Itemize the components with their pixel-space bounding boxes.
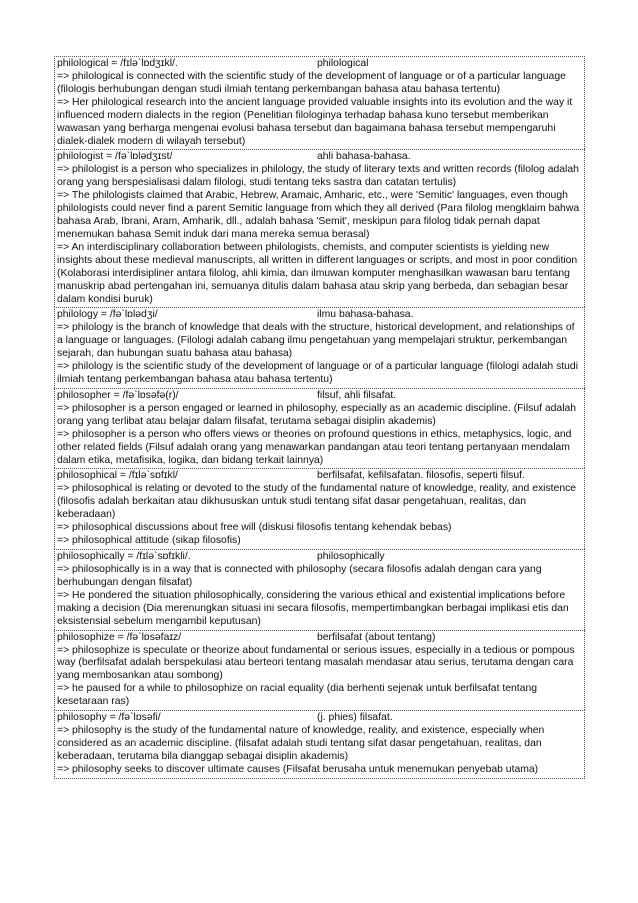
dictionary-entries (54, 56, 585, 779)
entry-headline (57, 390, 582, 403)
dictionary-entry (54, 388, 585, 469)
entry-word: philologist = /fə`lɒlədʒɪst/ (57, 151, 173, 163)
entry-line: => philosopher is a person engaged or learned in philosophy, especially as an academic discipline. (Filsuf adalah orang yang terlibat atau belajar dalam filsafat, terutama sebagai disiplin akademis) (57, 402, 577, 427)
entry-word: philosophical = /fɪlə`sɒfɪkl/ (57, 470, 178, 482)
entry-word: philosophically = /fɪlə`sɒfɪkli/. (57, 551, 191, 562)
entry-word: philosophize = /fə`lɒsəfaɪz/ (57, 631, 182, 643)
dictionary-entry (54, 307, 585, 388)
entry-line: => An interdisciplinary collaboration between philologists, chemists, and computer scientists is yielding new insights about these medieval manuscripts, all written in different languages or scripts, and most in poor condition (Kolaborasi interdisipliner antara filolog, ahli kimia, dan ilmuwan komputer menghasilkan wawasan baru tentang manuskrip abad pertengahan ini, semuanya ditulis dalam bahasa atau skrip yang berbeda, dan sebagian besar dalam kondisi buruk) (57, 241, 578, 305)
entry-meaning: berfilsafat (about tentang) (317, 631, 436, 643)
entry-headline (57, 58, 582, 71)
dictionary-entry (54, 468, 585, 549)
dictionary-entry (54, 56, 585, 149)
entry-line: => The philologists claimed that Arabic, Hebrew, Aramaic, Amharic, etc., were 'Semitic' languages, even though philologists could never find a parent Semitic language from which they all derived (Para filolog mengklaim bahwa bahasa Arab, Ibrani, Aram, Amharik, dll., adalah bahasa 'Semit', meskipun para filolog tidak pernah dapat menemukan bahasa Semit induk dari mana mereka semua berasal) (57, 190, 580, 240)
entry-headline (57, 712, 582, 725)
entry-meaning: philological (317, 58, 369, 69)
entry-line: => philosophically is in a way that is connected with philosophy (secara filosofis adalah dengan cara yang berhubungan dengan filsafat) (57, 564, 542, 588)
dictionary-entry (54, 549, 585, 630)
entry-meaning: ilmu bahasa-bahasa. (317, 309, 414, 321)
dictionary-entry (54, 149, 585, 307)
entry-line: => philosophy is the study of the fundamental nature of knowledge, reality, and existence, especially when considered as an academic discipline. (filsafat adalah studi tentang sifat dasar pengetahuan, realitas, dan keberadaan, terutama bila dianggap sebagai disiplin akademis) (57, 725, 545, 762)
entry-line: => philologist is a person who specializes in philology, the study of literary texts and written records (filolog adalah orang yang berspesialisasi dalam filologi, studi tentang teks sastra dan catatan tertulis) (57, 164, 579, 189)
entry-line: => philological is connected with the scientific study of the development of language or of a particular language (filologis berhubungan dengan studi ilmiah tentang perkembangan bahasa atau bahasa tertentu) (57, 71, 566, 95)
entry-word: philosophy = /fə`lɒsəfi/ (57, 712, 161, 724)
entry-headline (57, 632, 582, 645)
entry-headline (57, 551, 582, 564)
entry-headline (57, 470, 582, 483)
entry-headline (57, 309, 582, 322)
entry-word: philosopher = /fə`lɒsəfə(r)/ (57, 389, 179, 401)
entry-meaning: (j. phies) filsafat. (317, 712, 393, 724)
entry-meaning: philosophically (317, 551, 385, 562)
entry-word: philology = /fə`lɒlədʒi/ (57, 309, 158, 321)
entry-line: => philology is the scientific study of the development of language or of a particular language (filologi adalah studi ilmiah tentang perkembangan bahasa atau bahasa tertentu) (57, 361, 579, 386)
entry-meaning: berfilsafat, kefilsafatan. filosofis, seperti filsuf. (317, 470, 525, 482)
entry-line: => He pondered the situation philosophically, considering the various ethical and existential implications before making a decision (Dia merenungkan situasi ini secara filosofis, mempertimbangkan berbagai implikasi etis dan eksistensial sebelum mengambil keputusan) (57, 589, 569, 627)
entry-headline (57, 151, 582, 164)
entry-line: => philosopher is a person who offers views or theories on profound questions in ethics, metaphysics, logic, and other related fields (Filsuf adalah orang yang menawarkan pandangan atau teori tentang pertanyaan mendalam dalam etika, metafisika, logika, dan bidang terkait lainnya) (57, 428, 572, 466)
dictionary-entry (54, 710, 585, 779)
entry-line: => Her philological research into the ancient language provided valuable insights into its evolution and the way it influenced modern dialects in the region (Penelitian filologinya terhadap bahasa kuno tersebut memberikan wawasan yang berharga mengenai evolusi bahasa tersebut dan bagaimana bahasa tersebut mempengaruhi dialek-dialek modern di wilayah tersebut) (57, 96, 573, 147)
entry-line: => he paused for a while to philosophize on racial equality (dia berhenti sejenak untuk berfilsafat tentang kesetaraan ras) (57, 683, 538, 708)
entry-meaning: ahli bahasa-bahasa. (317, 151, 411, 163)
entry-line: => philosophical discussions about free will (diskusi filosofis tentang kehendak bebas) (57, 522, 452, 534)
entry-word: philological = /fɪlə`lɒdʒɪkl/. (57, 58, 178, 69)
entry-line: => philosophy seeks to discover ultimate causes (Filsafat berusaha untuk menemukan penyebab utama) (57, 763, 539, 775)
entry-line: => philosophize is speculate or theorize about fundamental or serious issues, especially in a tedious or pompous way (berfilsafat adalah berspekulasi atau berteori tentang masalah mendasar atau serius, terutama dengan cara yang membosankan atau sombong) (57, 644, 575, 682)
dictionary-entry (54, 630, 585, 711)
entry-line: => philosophical attitude (sikap filosofis) (57, 535, 241, 547)
entry-line: => philology is the branch of knowledge that deals with the structure, historical development, and relationships of a language or languages. (Filologi adalah cabang ilmu pengetahuan yang mempelajari struktur, perkembangan sejarah, dan hubungan suatu bahasa atau bahasa) (57, 322, 575, 360)
entry-line: => philosophical is relating or devoted to the study of the fundamental nature of knowledge, reality, and existence (filosofis adalah berkaitan atau dikhususkan untuk studi tentang sifat dasar pengetahuan, realitas, dan keberadaan) (57, 483, 577, 521)
entry-meaning: filsuf, ahli filsafat. (317, 389, 397, 401)
